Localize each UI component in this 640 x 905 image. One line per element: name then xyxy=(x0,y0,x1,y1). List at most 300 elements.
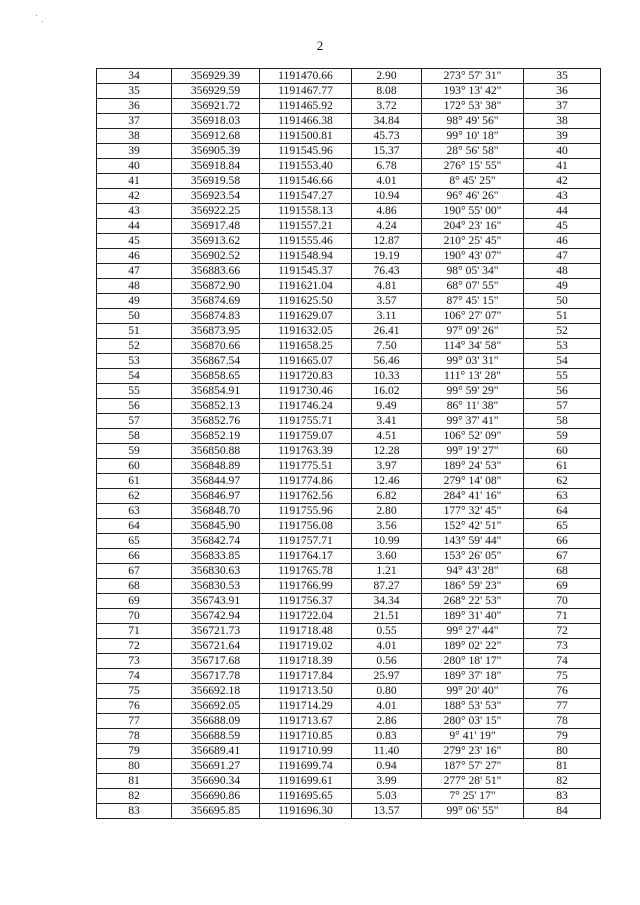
bearing-cell: 280° 03' 15" xyxy=(422,714,524,729)
next-point-number-cell: 48 xyxy=(524,264,601,279)
table-row xyxy=(97,789,601,804)
next-point-number-cell: 37 xyxy=(524,99,601,114)
bearing-cell: 143° 59' 44" xyxy=(422,534,524,549)
table-row xyxy=(97,174,601,189)
point-number-cell: 40 xyxy=(97,159,172,174)
x-coordinate-cell: 356922.25 xyxy=(172,204,260,219)
bearing-cell: 284° 41' 16" xyxy=(422,489,524,504)
table-row xyxy=(97,144,601,159)
y-coordinate-cell: 1191765.78 xyxy=(260,564,352,579)
point-number-cell: 65 xyxy=(97,534,172,549)
table-row xyxy=(97,744,601,759)
table-row xyxy=(97,324,601,339)
y-coordinate-cell: 1191699.61 xyxy=(260,774,352,789)
table-row xyxy=(97,759,601,774)
table-row xyxy=(97,519,601,534)
table-row xyxy=(97,159,601,174)
y-coordinate-cell: 1191762.56 xyxy=(260,489,352,504)
point-number-cell: 58 xyxy=(97,429,172,444)
y-coordinate-cell: 1191658.25 xyxy=(260,339,352,354)
bearing-cell: 172° 53' 38" xyxy=(422,99,524,114)
table-row xyxy=(97,594,601,609)
distance-cell: 26.41 xyxy=(352,324,422,339)
table-row xyxy=(97,249,601,264)
point-number-cell: 77 xyxy=(97,714,172,729)
table-row xyxy=(97,654,601,669)
y-coordinate-cell: 1191632.05 xyxy=(260,324,352,339)
distance-cell: 25.97 xyxy=(352,669,422,684)
distance-cell: 45.73 xyxy=(352,129,422,144)
next-point-number-cell: 54 xyxy=(524,354,601,369)
x-coordinate-cell: 356912.68 xyxy=(172,129,260,144)
y-coordinate-cell: 1191696.30 xyxy=(260,804,352,819)
distance-cell: 0.56 xyxy=(352,654,422,669)
x-coordinate-cell: 356905.39 xyxy=(172,144,260,159)
point-number-cell: 57 xyxy=(97,414,172,429)
next-point-number-cell: 43 xyxy=(524,189,601,204)
bearing-cell: 276° 15' 55" xyxy=(422,159,524,174)
y-coordinate-cell: 1191757.71 xyxy=(260,534,352,549)
bearing-cell: 99° 10' 18" xyxy=(422,129,524,144)
x-coordinate-cell: 356929.39 xyxy=(172,69,260,84)
next-point-number-cell: 74 xyxy=(524,654,601,669)
x-coordinate-cell: 356852.19 xyxy=(172,429,260,444)
next-point-number-cell: 77 xyxy=(524,699,601,714)
distance-cell: 0.83 xyxy=(352,729,422,744)
y-coordinate-cell: 1191730.46 xyxy=(260,384,352,399)
point-number-cell: 46 xyxy=(97,249,172,264)
table-row xyxy=(97,534,601,549)
bearing-cell: 190° 43' 07" xyxy=(422,249,524,264)
point-number-cell: 45 xyxy=(97,234,172,249)
bearing-cell: 114° 34' 58" xyxy=(422,339,524,354)
table-row xyxy=(97,564,601,579)
next-point-number-cell: 66 xyxy=(524,534,601,549)
distance-cell: 3.11 xyxy=(352,309,422,324)
y-coordinate-cell: 1191629.07 xyxy=(260,309,352,324)
bearing-cell: 94° 43' 28" xyxy=(422,564,524,579)
x-coordinate-cell: 356848.70 xyxy=(172,504,260,519)
bearing-cell: 187° 57' 27" xyxy=(422,759,524,774)
y-coordinate-cell: 1191713.67 xyxy=(260,714,352,729)
table-row xyxy=(97,714,601,729)
point-number-cell: 79 xyxy=(97,744,172,759)
y-coordinate-cell: 1191718.48 xyxy=(260,624,352,639)
bearing-cell: 189° 24' 53" xyxy=(422,459,524,474)
distance-cell: 10.33 xyxy=(352,369,422,384)
bearing-cell: 99° 19' 27" xyxy=(422,444,524,459)
next-point-number-cell: 51 xyxy=(524,309,601,324)
distance-cell: 9.49 xyxy=(352,399,422,414)
x-coordinate-cell: 356870.66 xyxy=(172,339,260,354)
y-coordinate-cell: 1191756.37 xyxy=(260,594,352,609)
bearing-cell: 280° 18' 17" xyxy=(422,654,524,669)
distance-cell: 3.72 xyxy=(352,99,422,114)
next-point-number-cell: 58 xyxy=(524,414,601,429)
y-coordinate-cell: 1191755.71 xyxy=(260,414,352,429)
distance-cell: 8.08 xyxy=(352,84,422,99)
bearing-cell: 189° 31' 40" xyxy=(422,609,524,624)
distance-cell: 5.03 xyxy=(352,789,422,804)
bearing-cell: 99° 20' 40" xyxy=(422,684,524,699)
table-row xyxy=(97,609,601,624)
table-row xyxy=(97,684,601,699)
next-point-number-cell: 65 xyxy=(524,519,601,534)
next-point-number-cell: 56 xyxy=(524,384,601,399)
table-row xyxy=(97,369,601,384)
bearing-cell: 99° 37' 41" xyxy=(422,414,524,429)
next-point-number-cell: 55 xyxy=(524,369,601,384)
distance-cell: 10.94 xyxy=(352,189,422,204)
next-point-number-cell: 63 xyxy=(524,489,601,504)
x-coordinate-cell: 356833.85 xyxy=(172,549,260,564)
bearing-cell: 68° 07' 55" xyxy=(422,279,524,294)
distance-cell: 4.81 xyxy=(352,279,422,294)
coordinates-table-body xyxy=(97,69,601,819)
next-point-number-cell: 52 xyxy=(524,324,601,339)
table-row xyxy=(97,114,601,129)
distance-cell: 0.80 xyxy=(352,684,422,699)
y-coordinate-cell: 1191557.21 xyxy=(260,219,352,234)
bearing-cell: 268° 22' 53" xyxy=(422,594,524,609)
distance-cell: 12.87 xyxy=(352,234,422,249)
table-row xyxy=(97,429,601,444)
point-number-cell: 37 xyxy=(97,114,172,129)
y-coordinate-cell: 1191467.77 xyxy=(260,84,352,99)
distance-cell: 34.84 xyxy=(352,114,422,129)
y-coordinate-cell: 1191545.37 xyxy=(260,264,352,279)
x-coordinate-cell: 356854.91 xyxy=(172,384,260,399)
next-point-number-cell: 72 xyxy=(524,624,601,639)
distance-cell: 3.97 xyxy=(352,459,422,474)
bearing-cell: 106° 52' 09" xyxy=(422,429,524,444)
table-row xyxy=(97,489,601,504)
coordinates-table xyxy=(96,68,601,819)
next-point-number-cell: 75 xyxy=(524,669,601,684)
bearing-cell: 190° 55' 00" xyxy=(422,204,524,219)
table-row xyxy=(97,444,601,459)
distance-cell: 4.01 xyxy=(352,699,422,714)
bearing-cell: 99° 03' 31" xyxy=(422,354,524,369)
y-coordinate-cell: 1191465.92 xyxy=(260,99,352,114)
distance-cell: 87.27 xyxy=(352,579,422,594)
distance-cell: 15.37 xyxy=(352,144,422,159)
distance-cell: 0.94 xyxy=(352,759,422,774)
next-point-number-cell: 45 xyxy=(524,219,601,234)
point-number-cell: 51 xyxy=(97,324,172,339)
bearing-cell: 9° 41' 19" xyxy=(422,729,524,744)
bearing-cell: 106° 27' 07" xyxy=(422,309,524,324)
distance-cell: 3.56 xyxy=(352,519,422,534)
point-number-cell: 69 xyxy=(97,594,172,609)
table-row xyxy=(97,309,601,324)
x-coordinate-cell: 356850.88 xyxy=(172,444,260,459)
next-point-number-cell: 84 xyxy=(524,804,601,819)
y-coordinate-cell: 1191755.96 xyxy=(260,504,352,519)
x-coordinate-cell: 356692.18 xyxy=(172,684,260,699)
bearing-cell: 99° 59' 29" xyxy=(422,384,524,399)
next-point-number-cell: 79 xyxy=(524,729,601,744)
next-point-number-cell: 64 xyxy=(524,504,601,519)
next-point-number-cell: 69 xyxy=(524,579,601,594)
next-point-number-cell: 82 xyxy=(524,774,601,789)
x-coordinate-cell: 356902.52 xyxy=(172,249,260,264)
next-point-number-cell: 62 xyxy=(524,474,601,489)
x-coordinate-cell: 356852.13 xyxy=(172,399,260,414)
y-coordinate-cell: 1191553.40 xyxy=(260,159,352,174)
bearing-cell: 28° 56' 58" xyxy=(422,144,524,159)
distance-cell: 3.99 xyxy=(352,774,422,789)
point-number-cell: 43 xyxy=(97,204,172,219)
point-number-cell: 42 xyxy=(97,189,172,204)
y-coordinate-cell: 1191764.17 xyxy=(260,549,352,564)
y-coordinate-cell: 1191695.65 xyxy=(260,789,352,804)
distance-cell: 4.51 xyxy=(352,429,422,444)
point-number-cell: 48 xyxy=(97,279,172,294)
y-coordinate-cell: 1191466.38 xyxy=(260,114,352,129)
y-coordinate-cell: 1191546.66 xyxy=(260,174,352,189)
next-point-number-cell: 44 xyxy=(524,204,601,219)
x-coordinate-cell: 356691.27 xyxy=(172,759,260,774)
distance-cell: 12.28 xyxy=(352,444,422,459)
x-coordinate-cell: 356921.72 xyxy=(172,99,260,114)
distance-cell: 19.19 xyxy=(352,249,422,264)
distance-cell: 4.24 xyxy=(352,219,422,234)
x-coordinate-cell: 356858.65 xyxy=(172,369,260,384)
y-coordinate-cell: 1191548.94 xyxy=(260,249,352,264)
x-coordinate-cell: 356742.94 xyxy=(172,609,260,624)
bearing-cell: 177° 32' 45" xyxy=(422,504,524,519)
table-row xyxy=(97,204,601,219)
table-row xyxy=(97,84,601,99)
y-coordinate-cell: 1191500.81 xyxy=(260,129,352,144)
table-row xyxy=(97,459,601,474)
y-coordinate-cell: 1191766.99 xyxy=(260,579,352,594)
x-coordinate-cell: 356689.41 xyxy=(172,744,260,759)
point-number-cell: 35 xyxy=(97,84,172,99)
next-point-number-cell: 57 xyxy=(524,399,601,414)
bearing-cell: 111° 13' 28" xyxy=(422,369,524,384)
point-number-cell: 47 xyxy=(97,264,172,279)
x-coordinate-cell: 356688.09 xyxy=(172,714,260,729)
point-number-cell: 60 xyxy=(97,459,172,474)
bearing-cell: 152° 42' 51" xyxy=(422,519,524,534)
table-row xyxy=(97,219,601,234)
y-coordinate-cell: 1191545.96 xyxy=(260,144,352,159)
y-coordinate-cell: 1191722.04 xyxy=(260,609,352,624)
distance-cell: 3.57 xyxy=(352,294,422,309)
table-row xyxy=(97,354,601,369)
point-number-cell: 62 xyxy=(97,489,172,504)
point-number-cell: 74 xyxy=(97,669,172,684)
scan-speck xyxy=(42,21,43,22)
distance-cell: 6.78 xyxy=(352,159,422,174)
y-coordinate-cell: 1191756.08 xyxy=(260,519,352,534)
x-coordinate-cell: 356919.58 xyxy=(172,174,260,189)
distance-cell: 4.01 xyxy=(352,639,422,654)
x-coordinate-cell: 356918.84 xyxy=(172,159,260,174)
bearing-cell: 189° 02' 22" xyxy=(422,639,524,654)
point-number-cell: 78 xyxy=(97,729,172,744)
table-row xyxy=(97,804,601,819)
next-point-number-cell: 81 xyxy=(524,759,601,774)
point-number-cell: 76 xyxy=(97,699,172,714)
bearing-cell: 186° 59' 23" xyxy=(422,579,524,594)
point-number-cell: 66 xyxy=(97,549,172,564)
point-number-cell: 39 xyxy=(97,144,172,159)
distance-cell: 34.34 xyxy=(352,594,422,609)
next-point-number-cell: 35 xyxy=(524,69,601,84)
distance-cell: 2.90 xyxy=(352,69,422,84)
table-row xyxy=(97,279,601,294)
y-coordinate-cell: 1191746.24 xyxy=(260,399,352,414)
bearing-cell: 7° 25' 17" xyxy=(422,789,524,804)
bearing-cell: 98° 05' 34" xyxy=(422,264,524,279)
next-point-number-cell: 49 xyxy=(524,279,601,294)
y-coordinate-cell: 1191625.50 xyxy=(260,294,352,309)
point-number-cell: 82 xyxy=(97,789,172,804)
distance-cell: 0.55 xyxy=(352,624,422,639)
table-row xyxy=(97,264,601,279)
next-point-number-cell: 39 xyxy=(524,129,601,144)
table-row xyxy=(97,729,601,744)
x-coordinate-cell: 356830.53 xyxy=(172,579,260,594)
bearing-cell: 99° 27' 44" xyxy=(422,624,524,639)
bearing-cell: 97° 09' 26" xyxy=(422,324,524,339)
point-number-cell: 67 xyxy=(97,564,172,579)
bearing-cell: 86° 11' 38" xyxy=(422,399,524,414)
x-coordinate-cell: 356846.97 xyxy=(172,489,260,504)
next-point-number-cell: 60 xyxy=(524,444,601,459)
next-point-number-cell: 71 xyxy=(524,609,601,624)
bearing-cell: 210° 25' 45" xyxy=(422,234,524,249)
distance-cell: 10.99 xyxy=(352,534,422,549)
y-coordinate-cell: 1191775.51 xyxy=(260,459,352,474)
y-coordinate-cell: 1191710.99 xyxy=(260,744,352,759)
point-number-cell: 83 xyxy=(97,804,172,819)
table-row xyxy=(97,504,601,519)
next-point-number-cell: 59 xyxy=(524,429,601,444)
table-row xyxy=(97,99,601,114)
point-number-cell: 56 xyxy=(97,399,172,414)
y-coordinate-cell: 1191547.27 xyxy=(260,189,352,204)
x-coordinate-cell: 356913.62 xyxy=(172,234,260,249)
x-coordinate-cell: 356874.69 xyxy=(172,294,260,309)
point-number-cell: 81 xyxy=(97,774,172,789)
point-number-cell: 71 xyxy=(97,624,172,639)
y-coordinate-cell: 1191470.66 xyxy=(260,69,352,84)
scan-speck xyxy=(36,15,37,16)
distance-cell: 1.21 xyxy=(352,564,422,579)
table-row xyxy=(97,234,601,249)
table-row xyxy=(97,579,601,594)
distance-cell: 76.43 xyxy=(352,264,422,279)
x-coordinate-cell: 356923.54 xyxy=(172,189,260,204)
point-number-cell: 61 xyxy=(97,474,172,489)
next-point-number-cell: 67 xyxy=(524,549,601,564)
x-coordinate-cell: 356844.97 xyxy=(172,474,260,489)
x-coordinate-cell: 356721.64 xyxy=(172,639,260,654)
bearing-cell: 279° 14' 08" xyxy=(422,474,524,489)
y-coordinate-cell: 1191555.46 xyxy=(260,234,352,249)
x-coordinate-cell: 356852.76 xyxy=(172,414,260,429)
bearing-cell: 189° 37' 18" xyxy=(422,669,524,684)
point-number-cell: 53 xyxy=(97,354,172,369)
y-coordinate-cell: 1191699.74 xyxy=(260,759,352,774)
page-number: 2 xyxy=(316,38,324,53)
y-coordinate-cell: 1191763.39 xyxy=(260,444,352,459)
x-coordinate-cell: 356917.48 xyxy=(172,219,260,234)
next-point-number-cell: 50 xyxy=(524,294,601,309)
y-coordinate-cell: 1191558.13 xyxy=(260,204,352,219)
table-row xyxy=(97,699,601,714)
point-number-cell: 52 xyxy=(97,339,172,354)
bearing-cell: 273° 57' 31" xyxy=(422,69,524,84)
next-point-number-cell: 83 xyxy=(524,789,601,804)
table-row xyxy=(97,549,601,564)
bearing-cell: 8° 45' 25" xyxy=(422,174,524,189)
y-coordinate-cell: 1191665.07 xyxy=(260,354,352,369)
next-point-number-cell: 53 xyxy=(524,339,601,354)
y-coordinate-cell: 1191710.85 xyxy=(260,729,352,744)
point-number-cell: 50 xyxy=(97,309,172,324)
table-row xyxy=(97,339,601,354)
point-number-cell: 41 xyxy=(97,174,172,189)
next-point-number-cell: 36 xyxy=(524,84,601,99)
table-row xyxy=(97,669,601,684)
table-row xyxy=(97,399,601,414)
x-coordinate-cell: 356845.90 xyxy=(172,519,260,534)
table-row xyxy=(97,624,601,639)
x-coordinate-cell: 356743.91 xyxy=(172,594,260,609)
point-number-cell: 44 xyxy=(97,219,172,234)
next-point-number-cell: 41 xyxy=(524,159,601,174)
y-coordinate-cell: 1191713.50 xyxy=(260,684,352,699)
x-coordinate-cell: 356929.59 xyxy=(172,84,260,99)
distance-cell: 13.57 xyxy=(352,804,422,819)
distance-cell: 2.86 xyxy=(352,714,422,729)
x-coordinate-cell: 356717.78 xyxy=(172,669,260,684)
point-number-cell: 36 xyxy=(97,99,172,114)
point-number-cell: 68 xyxy=(97,579,172,594)
x-coordinate-cell: 356873.95 xyxy=(172,324,260,339)
bearing-cell: 277° 28' 51" xyxy=(422,774,524,789)
point-number-cell: 75 xyxy=(97,684,172,699)
next-point-number-cell: 76 xyxy=(524,684,601,699)
x-coordinate-cell: 356848.89 xyxy=(172,459,260,474)
distance-cell: 11.40 xyxy=(352,744,422,759)
next-point-number-cell: 73 xyxy=(524,639,601,654)
distance-cell: 21.51 xyxy=(352,609,422,624)
point-number-cell: 38 xyxy=(97,129,172,144)
table-row xyxy=(97,189,601,204)
next-point-number-cell: 80 xyxy=(524,744,601,759)
x-coordinate-cell: 356692.05 xyxy=(172,699,260,714)
x-coordinate-cell: 356883.66 xyxy=(172,264,260,279)
table-row xyxy=(97,639,601,654)
bearing-cell: 96° 46' 26" xyxy=(422,189,524,204)
y-coordinate-cell: 1191714.29 xyxy=(260,699,352,714)
distance-cell: 4.01 xyxy=(352,174,422,189)
next-point-number-cell: 70 xyxy=(524,594,601,609)
point-number-cell: 34 xyxy=(97,69,172,84)
x-coordinate-cell: 356867.54 xyxy=(172,354,260,369)
table-row xyxy=(97,384,601,399)
table-row xyxy=(97,474,601,489)
y-coordinate-cell: 1191621.04 xyxy=(260,279,352,294)
next-point-number-cell: 78 xyxy=(524,714,601,729)
distance-cell: 2.80 xyxy=(352,504,422,519)
